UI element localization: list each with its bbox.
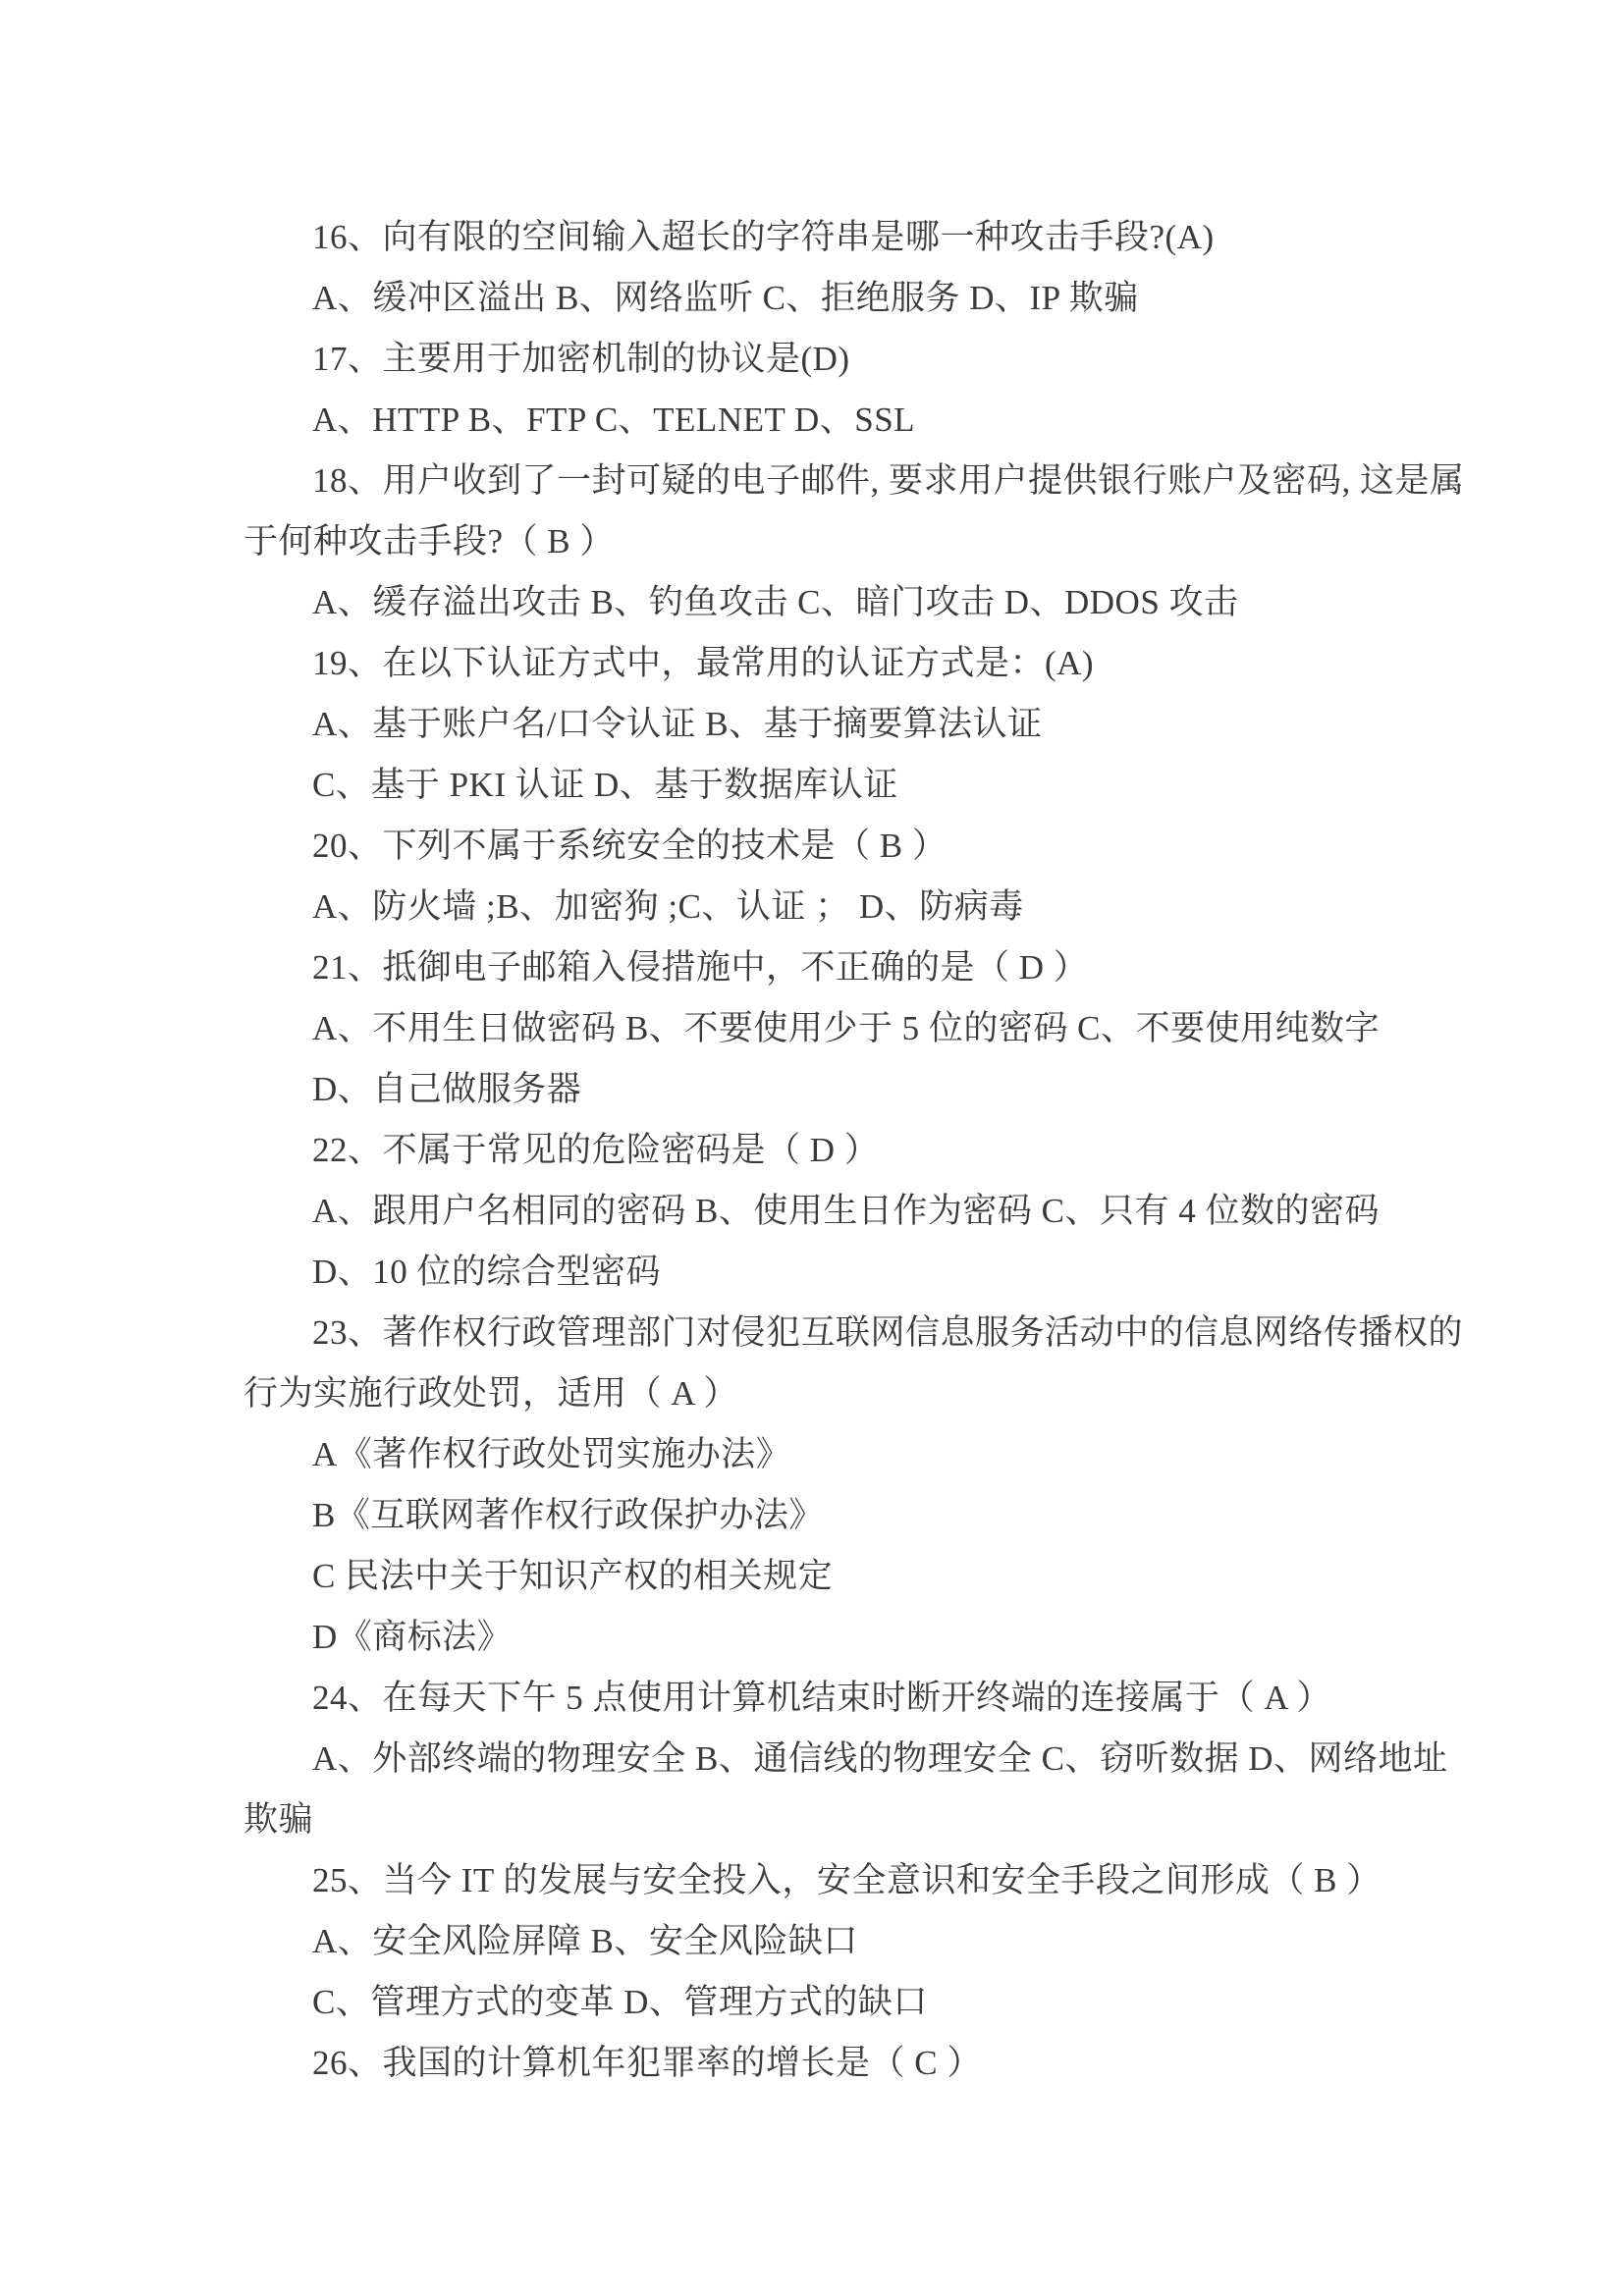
text-line: 22、不属于常见的危险密码是（ D ） [312, 1131, 880, 1169]
document-text-block [244, 207, 1465, 2094]
text-line: 欺骗 [244, 1800, 314, 1839]
text-line: D、10 位的综合型密码 [312, 1253, 662, 1291]
text-line: 24、在每天下午 5 点使用计算机结束时断开终端的连接属于（ A ） [312, 1679, 1331, 1717]
text-line: A、不用生日做密码 B、不要使用少于 5 位的密码 C、不要使用纯数字 [312, 1009, 1380, 1047]
text-line: 23、著作权行政管理部门对侵犯互联网信息服务活动中的信息网络传播权的 [312, 1313, 1464, 1352]
text-line: C、基于 PKI 认证 D、基于数据库认证 [312, 766, 898, 804]
text-line: 25、当今 IT 的发展与安全投入，安全意识和安全手段之间形成（ B ） [312, 1861, 1381, 1899]
text-line: 行为实施行政处罚，适用（ A ） [244, 1374, 738, 1413]
text-line: A、防火墙 ;B、加密狗 ;C、认证 ； D、防病毒 [312, 887, 1024, 926]
text-line: 20、下列不属于系统安全的技术是（ B ） [312, 827, 947, 865]
text-line: 26、我国的计算机年犯罪率的增长是（ C ） [312, 2044, 982, 2082]
text-line: 于何种攻击手段?（ B ） [244, 522, 615, 561]
text-line: 16、向有限的空间输入超长的字符串是哪一种攻击手段?(A) [312, 218, 1215, 256]
text-line: A、安全风险屏障 B、安全风险缺口 [312, 1922, 858, 1960]
text-line: A、跟用户名相同的密码 B、使用生日作为密码 C、只有 4 位数的密码 [312, 1192, 1380, 1230]
text-line: D《商标法》 [312, 1618, 513, 1656]
text-line: 17、主要用于加密机制的协议是(D) [312, 340, 850, 378]
text-line: A、缓冲区溢出 B、网络监听 C、拒绝服务 D、IP 欺骗 [312, 279, 1139, 317]
text-line: B《互联网著作权行政保护办法》 [312, 1496, 824, 1534]
text-line: A、基于账户名/口令认证 B、基于摘要算法认证 [312, 705, 1043, 743]
text-line: D、自己做服务器 [312, 1070, 582, 1108]
text-line: C、管理方式的变革 D、管理方式的缺口 [312, 1983, 928, 2021]
text-line: A、缓存溢出攻击 B、钓鱼攻击 C、暗门攻击 D、DDOS 攻击 [312, 583, 1239, 621]
text-line: A《著作权行政处罚实施办法》 [312, 1435, 791, 1473]
text-line: 21、抵御电子邮箱入侵措施中，不正确的是（ D ） [312, 948, 1089, 987]
text-line: 18、用户收到了一封可疑的电子邮件, 要求用户提供银行账户及密码, 这是属 [312, 461, 1465, 500]
text-line: A、HTTP B、FTP C、TELNET D、SSL [312, 400, 916, 439]
text-line: A、外部终端的物理安全 B、通信线的物理安全 C、窃听数据 D、网络地址 [312, 1739, 1448, 1778]
text-line: C 民法中关于知识产权的相关规定 [312, 1557, 834, 1595]
text-line: 19、在以下认证方式中，最常用的认证方式是：(A) [312, 644, 1095, 682]
